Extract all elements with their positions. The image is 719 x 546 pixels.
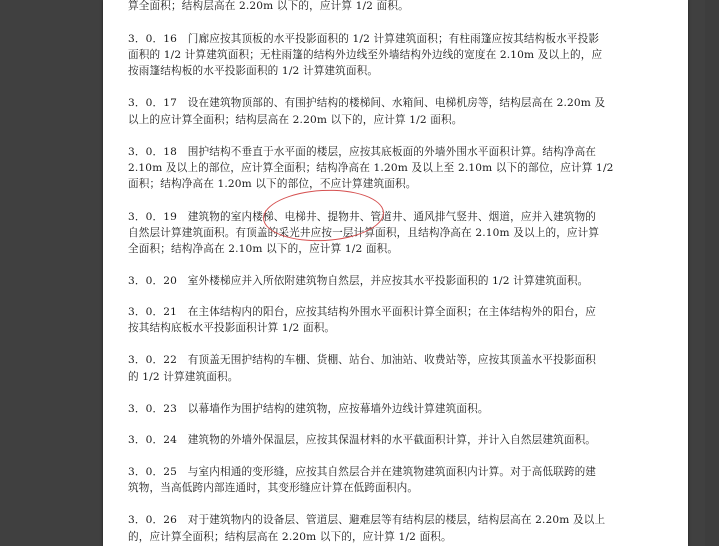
viewer-scroll-area[interactable]	[705, 0, 719, 546]
text-line: 3．0．24 建筑物的外墙外保温层，应按其保温材料的水平截面积计算，并计入自然层建筑面积。	[128, 434, 597, 446]
text-line: 3．0．26 对于建筑物内的设备层、管道层、避难层等有结构层的楼层，结构层高在 2.20m 及以上	[128, 514, 606, 526]
document-page	[103, 0, 688, 546]
text-line: 面积；结构净高在 1.20m 以下的部位，不应计算建筑面积。	[128, 178, 417, 190]
text-line: 3．0．16 门廊应按其顶板的水平投影面积的 1/2 计算建筑面积；有柱雨篷应按其结构板水平投影	[128, 33, 600, 45]
text-line: 按其结构底板水平投影面积计算 1/2 面积。	[128, 322, 336, 334]
text-line: 3．0．17 设在建筑物顶部的、有围护结构的楼梯间、水箱间、电梯机房等，结构层高在 2.20m 及	[128, 97, 606, 109]
text-line: 2.10m 及以上的部位，应计算全面积；结构净高在 1.20m 及以上至 2.10m 以下的部位，应计算 1/2	[128, 162, 614, 174]
text-line: 算全面积；结构层高在 2.20m 以下的，应计算 1/2 面积。	[128, 0, 409, 12]
text-line: 筑物，当高低跨内部连通时，其变形缝应计算在低跨面积内。	[128, 482, 419, 494]
text-line: 3．0．23 以幕墙作为围护结构的建筑物，应按幕墙外边线计算建筑面积。	[128, 403, 489, 415]
text-line: 3．0．19 建筑物的室内楼梯、电梯井、提物井、管道井、通风排气竖井、烟道，应并入建筑物的	[128, 211, 597, 223]
text-line: 3．0．25 与室内相通的变形缝，应按其自然层合并在建筑物建筑面积内计算。对于高低联跨的建	[128, 466, 597, 478]
text-line: 的 1/2 计算建筑面积。	[128, 371, 239, 383]
text-line: 的，应计算全面积；结构层高在 2.20m 以下的，应计算 1/2 面积。	[128, 531, 452, 543]
text-line: 3．0．20 室外楼梯应并入所依附建筑物自然层，并应按其水平投影面积的 1/2 计算建筑面积。	[128, 275, 589, 287]
text-line: 全面积；结构净高在 2.10m 以下的，应计算 1/2 面积。	[128, 243, 399, 255]
text-line: 按雨篷结构板的水平投影面积的 1/2 计算建筑面积。	[128, 65, 379, 77]
text-line: 3．0．18 围护结构不垂直于水平面的楼层，应按其底板面的外墙外围水平面积计算。结构净高在	[128, 146, 597, 158]
text-line: 以上的应计算全面积；结构层高在 2.20m 以下的，应计算 1/2 面积。	[128, 114, 463, 126]
text-line: 自然层计算建筑面积。有顶盖的采光井应按一层计算面积，且结构净高在 2.10m 及以上的，应计算	[128, 227, 600, 239]
text-line: 面积的 1/2 计算建筑面积；无柱雨篷的结构外边线至外墙结构外边线的宽度在 2.10m 及以上的，应	[128, 49, 603, 61]
text-line: 3．0．21 在主体结构内的阳台，应按其结构外围水平面积计算全面积；在主体结构外的阳台，应	[128, 306, 597, 318]
text-line: 3．0．22 有顶盖无围护结构的车棚、货棚、站台、加油站、收费站等，应按其顶盖水平投影面积	[128, 354, 597, 366]
